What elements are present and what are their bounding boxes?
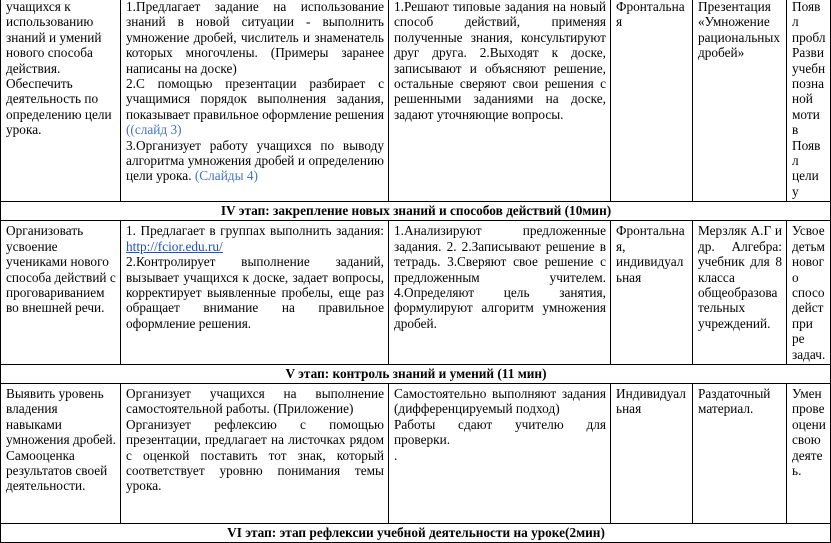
teacher-self-work: Организует учащихся на выполнение самостоятельной работы. (Приложение) [126, 385, 384, 417]
resources-cell: Раздаточный материал. [693, 383, 787, 523]
stage6-title: VI этап: этап рефлексии учебной деятельности на уроке(2мин) [1, 523, 831, 542]
teacher-task-text: 1. Предлагает в группах выполнить задания: [126, 223, 384, 239]
students-self-work: Самостоятельно выполняют задания (дифференцируемый подход) [394, 385, 606, 417]
students-hand-in: Работы сдают учителю для проверки. [394, 416, 606, 448]
form-cell: Фронтальная, индивидуальная [611, 221, 693, 365]
resources-cell: Презентация «Умножение рациональных дробей» [693, 0, 787, 202]
students-cell [389, 383, 611, 523]
teacher-step-1: 1.Предлагает задание на использование знаний в новой ситуации - выполнить умножение дробей, числитель и знаменатель которых многочлены. (Примеры заранее написаны на доске) [126, 0, 384, 76]
teacher-step-2 [126, 76, 384, 138]
ud-cell: Умен прове оцени свою деяте ь. [787, 383, 831, 523]
goal-cell: Выявить уровень владения навыками умножения дробей. Самооценка результатов своей деятельности. [1, 383, 121, 523]
fcior-link[interactable]: http://fcior.edu.ru/ [126, 238, 223, 254]
slides-ref: (Слайды 4) [194, 168, 258, 184]
teacher-cell [121, 221, 389, 365]
students-dot: . [394, 447, 398, 463]
teacher-control: 2.Контролирует выполнение заданий, вызывает учащихся к доске, задает вопросы, корректирует выявленные пробелы, еще раз обращает внимание на правильное оформление решения. [126, 254, 384, 331]
students-cell: 1.Анализируют предложенные задания. 2. 2.Записывают решение в тетрадь. 3.Сверяют свое решение с предложенным учителем. 4.Определяют цель занятия, формулируют алгоритм умножения дробей. [389, 221, 611, 365]
students-cell: 1.Решают типовые задания на новый способ действий, применяя полученные знания, консультируют друг друга. 2.Выходят к доске, записывают и объясняют решение, остальные сверяют свои решения с решенными заданиями на доске, задают уточняющие вопросы. [389, 0, 611, 202]
resources-cell: Мерзляк А.Г и др. Алгебра: учебник для 8 класса общеобразовательных учреждений. [693, 221, 787, 365]
teacher-cell [121, 0, 389, 202]
stage4-title: IV этап: закрепление новых знаний и способов действий (10мин) [1, 202, 831, 221]
ud-cell: Усвое детьм нового спосо дейст при ре задач. [787, 221, 831, 365]
teacher-step-2-text: 2.С помощью презентации разбирает с учащимися порядок выполнения задания, показывает правильное оформление решения [126, 76, 384, 122]
slide-ref: ((слайд 3) [126, 122, 182, 138]
teacher-cell [121, 383, 389, 523]
teacher-reflection: Организует рефлексию с помощью презентации, предлагает на листочках рядом с оценкой поставить тот знак, который соответствует уровню понимания темы урока. [126, 416, 384, 494]
form-cell: Фронтальная [611, 0, 693, 202]
goal-cell: Организовать усвоение учениками нового способа действий с проговариванием во внешней речи. [1, 221, 121, 365]
goal-cell: учащихся к использованию знаний и умений нового способа действия. Обеспечить деятельность по определению цели урока. [1, 0, 121, 202]
ud-cell: Появл пробл Разви учебн позна ной мотив Появл цели у [787, 0, 831, 202]
teacher-task [126, 223, 384, 254]
stage5-row [1, 364, 831, 383]
stage4-row [1, 202, 831, 221]
form-cell: Индивидуальная [611, 383, 693, 523]
teacher-step-3-text: 3.Организует работу учащихся по выводу алгоритма умножения дробей и определению цели урока. [126, 137, 384, 184]
teacher-step-3 [126, 138, 384, 184]
row-stage5-content [1, 383, 831, 523]
stage5-title: V этап: контроль знаний и умений (11 мин) [1, 364, 831, 383]
row-stage3-content [1, 0, 831, 202]
stage6-row [1, 523, 831, 542]
row-stage4-content [1, 221, 831, 365]
